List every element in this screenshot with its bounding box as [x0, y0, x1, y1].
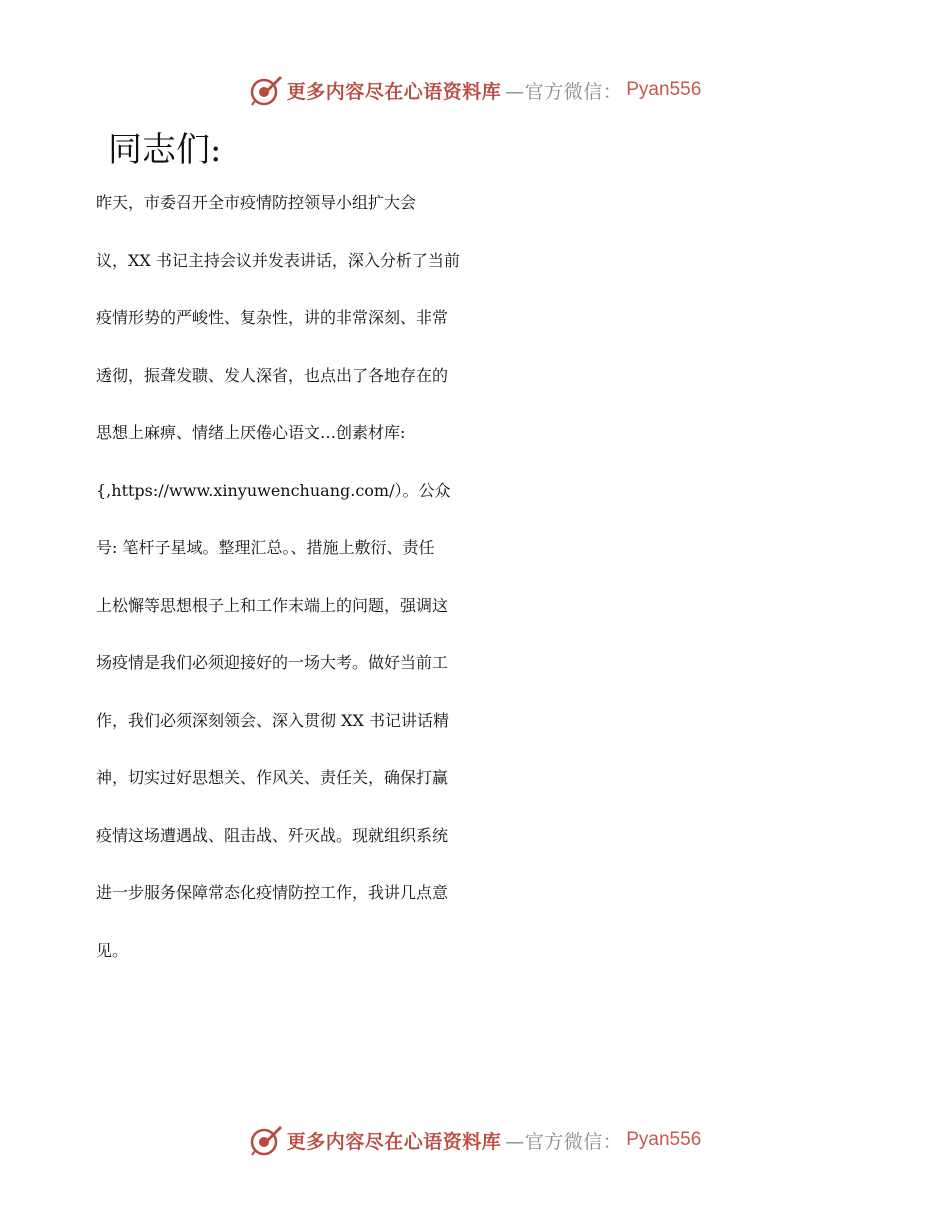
salutation: 同志们: [108, 130, 222, 170]
watermark-wechat-id: Pyan556 [626, 1129, 702, 1150]
paragraph-line: 神，切实过好思想关、作风关、责任关，确保打赢 [96, 768, 449, 787]
paragraph-line: 透彻，振聋发聩、发人深省，也点出了各地存在的 [96, 365, 449, 385]
paragraph-line: 议，XX 书记主持会议并发表讲话，深入分析了当前 [96, 250, 460, 270]
paragraph-line: 疫情这场遭遇战、阻击战、歼灭战。现就组织系统 [96, 825, 449, 845]
paragraph-line: 号: 笔杆子星域。整理汇总。、措施上敷衍、责任 [96, 538, 435, 557]
paragraph-line: 昨天，市委召开全市疫情防控领导小组扩大会 [96, 193, 417, 212]
watermark-separator-text: —官方微信： [505, 1130, 623, 1153]
watermark-wechat-id: Pyan556 [626, 79, 702, 100]
header-watermark [0, 70, 950, 110]
body-paragraph [96, 190, 866, 995]
paragraph-line: 上松懈等思想根子上和工作末端上的问题，强调这 [96, 595, 449, 615]
paragraph-line: 进一步服务保障常态化疫情防控工作，我讲几点意 [96, 883, 449, 902]
paragraph-line: 作，我们必须深刻领会、深入贯彻 XX 书记讲话精 [96, 710, 449, 730]
paragraph-line: 疫情形势的严峻性、复杂性，讲的非常深刻、非常 [96, 308, 449, 327]
fountain-pen-logo-icon [249, 1123, 283, 1157]
watermark-separator-text: —官方微信： [505, 80, 623, 103]
watermark-site-text: 更多内容尽在心语资料库 [286, 1130, 502, 1153]
watermark-site-text: 更多内容尽在心语资料库 [286, 80, 502, 103]
footer-watermark [0, 1120, 950, 1160]
fountain-pen-logo-icon [249, 73, 283, 107]
paragraph-line: 场疫情是我们必须迎接好的一场大考。做好当前工 [96, 653, 449, 672]
paragraph-line: {,https://www.xinyuwenchuang.com/）。公众 [96, 480, 451, 500]
paragraph-line: 思想上麻痹、情绪上厌倦心语文…创素材库: [96, 423, 406, 442]
paragraph-line: 见。 [96, 940, 129, 960]
